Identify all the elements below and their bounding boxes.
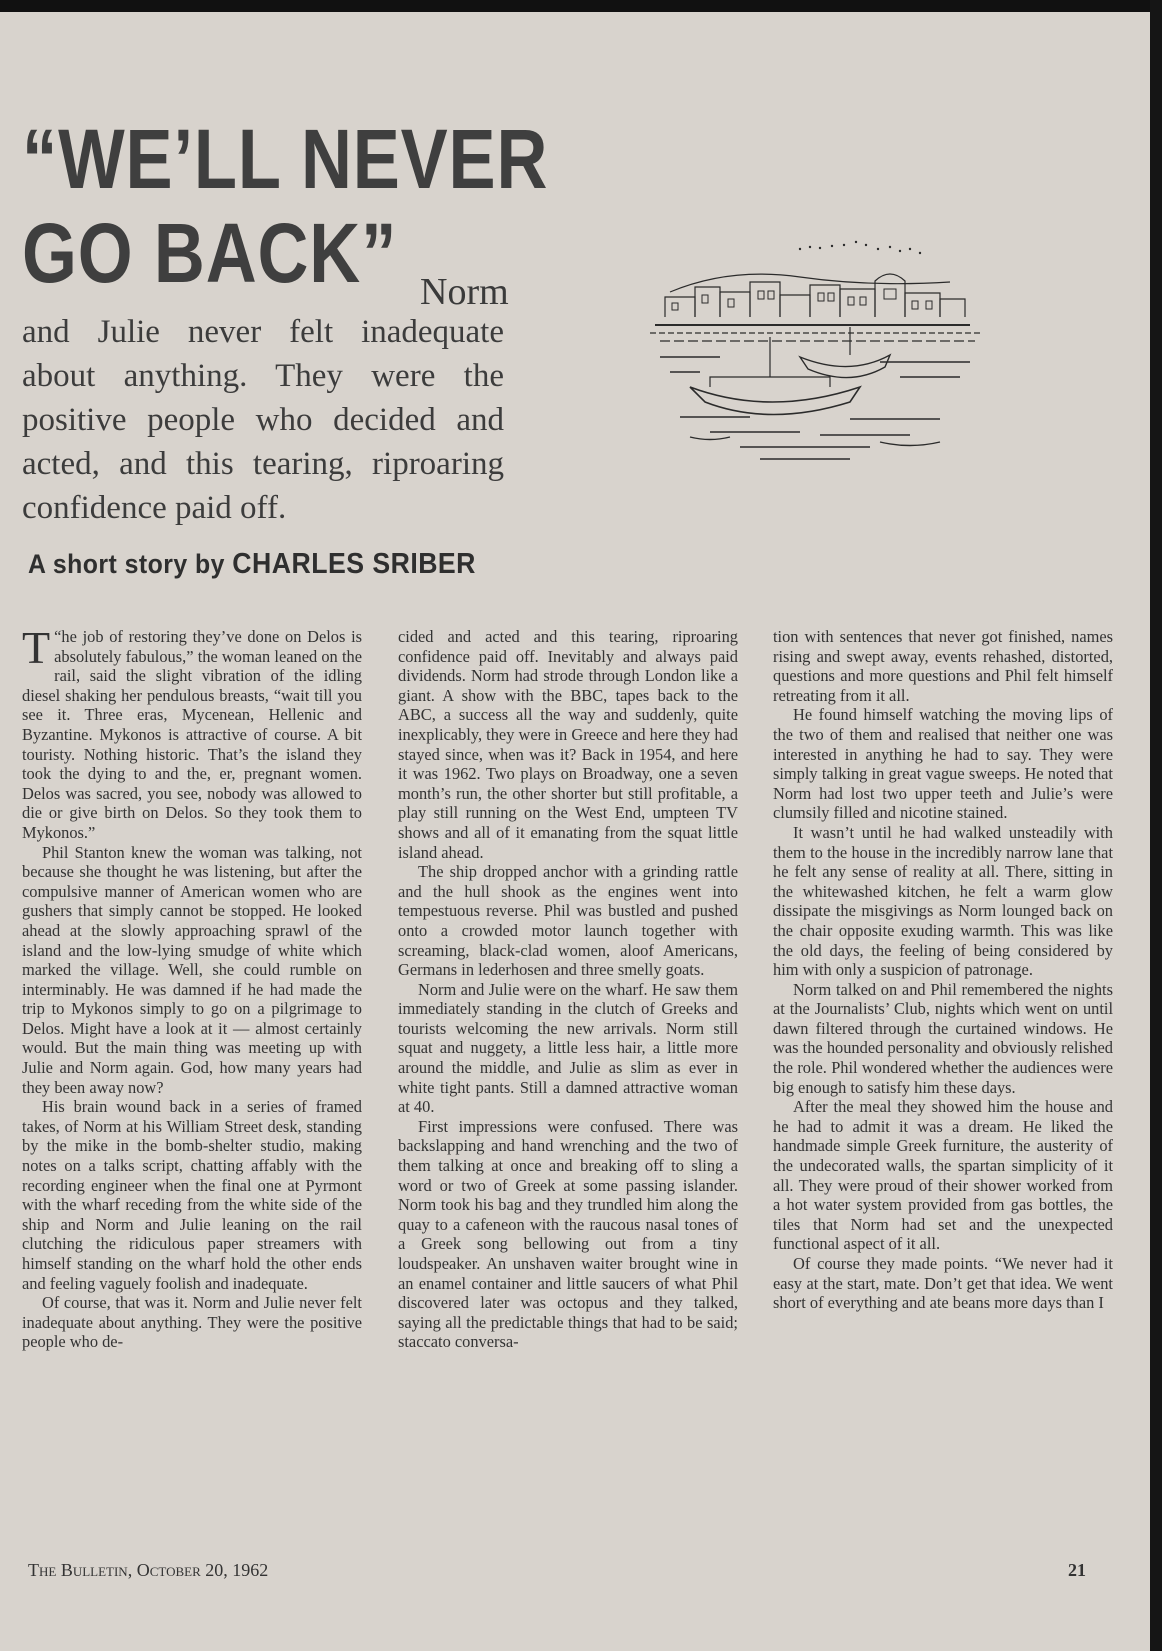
- paragraph: Of course, that was it. Norm and Julie never felt inadequate about anything. They were the positive people who de-: [22, 1293, 362, 1352]
- paragraph: cided and acted and this tearing, riproaring confidence paid off. Inevitably and always paid dividends. Norm had strode through London like a giant. A show with the BBC, tapes back to the ABC, a success all the way and suddenly, quite inexplicably, they were in Greece and here they had stayed since, when was it? Back in 1954, and here it was 1962. Two plays on Broadway, one a seven month’s run, the other shorter but still profitable, a play still running on the West End, umpteen TV shows and all of it emanating from the squat little island ahead.: [398, 627, 738, 862]
- scan-right-border: [1150, 0, 1162, 1651]
- paragraph: Norm and Julie were on the wharf. He saw them immediately standing in the clutch of Greeks and tourists welcoming the new arrivals. Norm still squat and nuggety, a little less hair, a little more around the middle, and Julie as slim as ever in white tight pants. Still a damned attractive woman at 40.: [398, 979, 738, 1117]
- article-column-3: [773, 627, 1113, 1313]
- paragraph: After the meal they showed him the house and he had to admit it was a dream. He liked the handmade simple Greek furniture, the austerity of the undecorated walls, the spartan simplicity of it all. They were proud of their shower worked from a hot water system provided from gas bottles, the tiles that Norm had set and the unexpected functional aspect of it all.: [773, 1097, 1113, 1254]
- distant-birds: [799, 241, 921, 254]
- paragraph: The ship dropped anchor with a grinding rattle and the hull shook as the engines went into tempestuous reverse. Phil was bustled and pushed onto a crowded motor launch together with screaming, black-clad women, aloof Americans, Germans in lederhosen and three smelly goats.: [398, 862, 738, 980]
- headline-line-1: “WE’LL NEVER: [22, 112, 549, 206]
- byline-author: CHARLES SRIBER: [232, 548, 476, 580]
- deck-text: and Julie never felt inadequate about anything. They were the positive people who decided and acted, and this tearing, riproaring confidence paid off.: [22, 314, 504, 526]
- paragraph: [22, 622, 362, 843]
- paragraph: His brain wound back in a series of framed takes, of Norm at his William Street desk, standing by the mike in the bomb-shelter studio, making notes on a talks script, chatting affably with the recording engineer when the final one at Pyrmont with the wharf receding from the white side of the ship and Norm and Julie leaning on the rail clutching the ridiculous paper streamers with himself standing on the wharf hold the other ends and feeling vaguely foolish and inadequate.: [22, 1097, 362, 1293]
- byline: [28, 548, 476, 581]
- harbour-village-illustration: [650, 237, 990, 482]
- deck-first-word: Norm: [420, 271, 509, 313]
- headline-line-2: GO BACK”: [22, 206, 398, 300]
- page-number: 21: [1068, 1560, 1086, 1580]
- paragraph: First impressions were confused. There was backslapping and hand wrenching and the two of them talking at once and breaking off to sling a word or two of Greek at some passing islander. Norm took his bag and they trundled him along the quay to a cafeneon with the raucous nasal tones of a Greek song bellowing out from a tiny loudspeaker. An unshaven waiter brought wine in an enamel container and little saucers of what Phil discovered later was octopus and they talked, saying all the predictable things that had to be said; staccato conversa-: [398, 1116, 738, 1352]
- paragraph: He found himself watching the moving lips of the two of them and realised that neither one was interested in anything he had to say. They were simply talking in great vague sweeps. He noted that Norm had lost two upper teeth and Julie’s were clumsily filled and nicotine stained.: [773, 705, 1113, 823]
- scan-top-border: [0, 0, 1162, 12]
- byline-prefix: A short story by: [28, 549, 225, 579]
- paragraph: Of course they made points. “We never had it easy at the start, mate. Don’t get that idea. We went short of everything and ate beans more days than I: [773, 1254, 1113, 1313]
- paragraph: Norm talked on and Phil remembered the nights at the Journalists’ Club, nights which went on until dawn filtered through the curtained windows. He was the hounded personality and obviously relished the role. Phil wondered whether the audiences were big enough to satisfy him these days.: [773, 979, 1113, 1097]
- drop-cap: T: [22, 622, 51, 673]
- footer-publication: The Bulletin, October 20, 1962: [28, 1560, 269, 1580]
- paragraph-text: he job of restoring they’ve done on Delos is absolutely fabulous,” the woman leaned on the rail, said the slight vibration of the idling diesel shaking her pendulous breasts, “wait till you see it. Three eras, Mycenean, Hellenic and Byzantine. Mykonos is attractive of course. A bit touristy. Nothing historic. That’s the island they took the dying to and the, er, pregnant women. Delos was sacred, you see, nobody was allowed to die or give birth on Delos. So they took them to Mykonos.”: [22, 627, 362, 842]
- article-column-1: [22, 622, 362, 1352]
- paragraph: It wasn’t until he had walked unsteadily with them to the house in the incredibly narrow lane that he felt any sense of reality at all. There, sitting in the whitewashed kitchen, he felt a warm glow dissipate the misgivings as Norm lounged back on the chair opposite exuding warmth. This was like the old days, the feeling of being considered by him with only a suspicion of patronage.: [773, 822, 1113, 980]
- magazine-page: [0, 12, 1150, 1651]
- article-column-2: [398, 627, 738, 1352]
- paragraph: tion with sentences that never got finished, names rising and swept away, events rehashed, distorted, questions and more questions and Phil felt himself retreating from it all.: [773, 627, 1113, 705]
- paragraph: Phil Stanton knew the woman was talking, not because she thought he was listening, but after the compulsive manner of American women who are gushers that simply cannot be stopped. He looked ahead at the slowly approaching sprawl of the island and the low-lying smudge of white which marked the village. Well, she could rumble on interminably. He was damned if he had made the trip to Mykonos simply to go on a pilgrimage to Delos. Might have a look at it — almost certainly would. But the main thing was meeting up with Julie and Norm again. God, how many years had they been away now?: [22, 842, 362, 1097]
- opening-quote: “: [54, 627, 62, 646]
